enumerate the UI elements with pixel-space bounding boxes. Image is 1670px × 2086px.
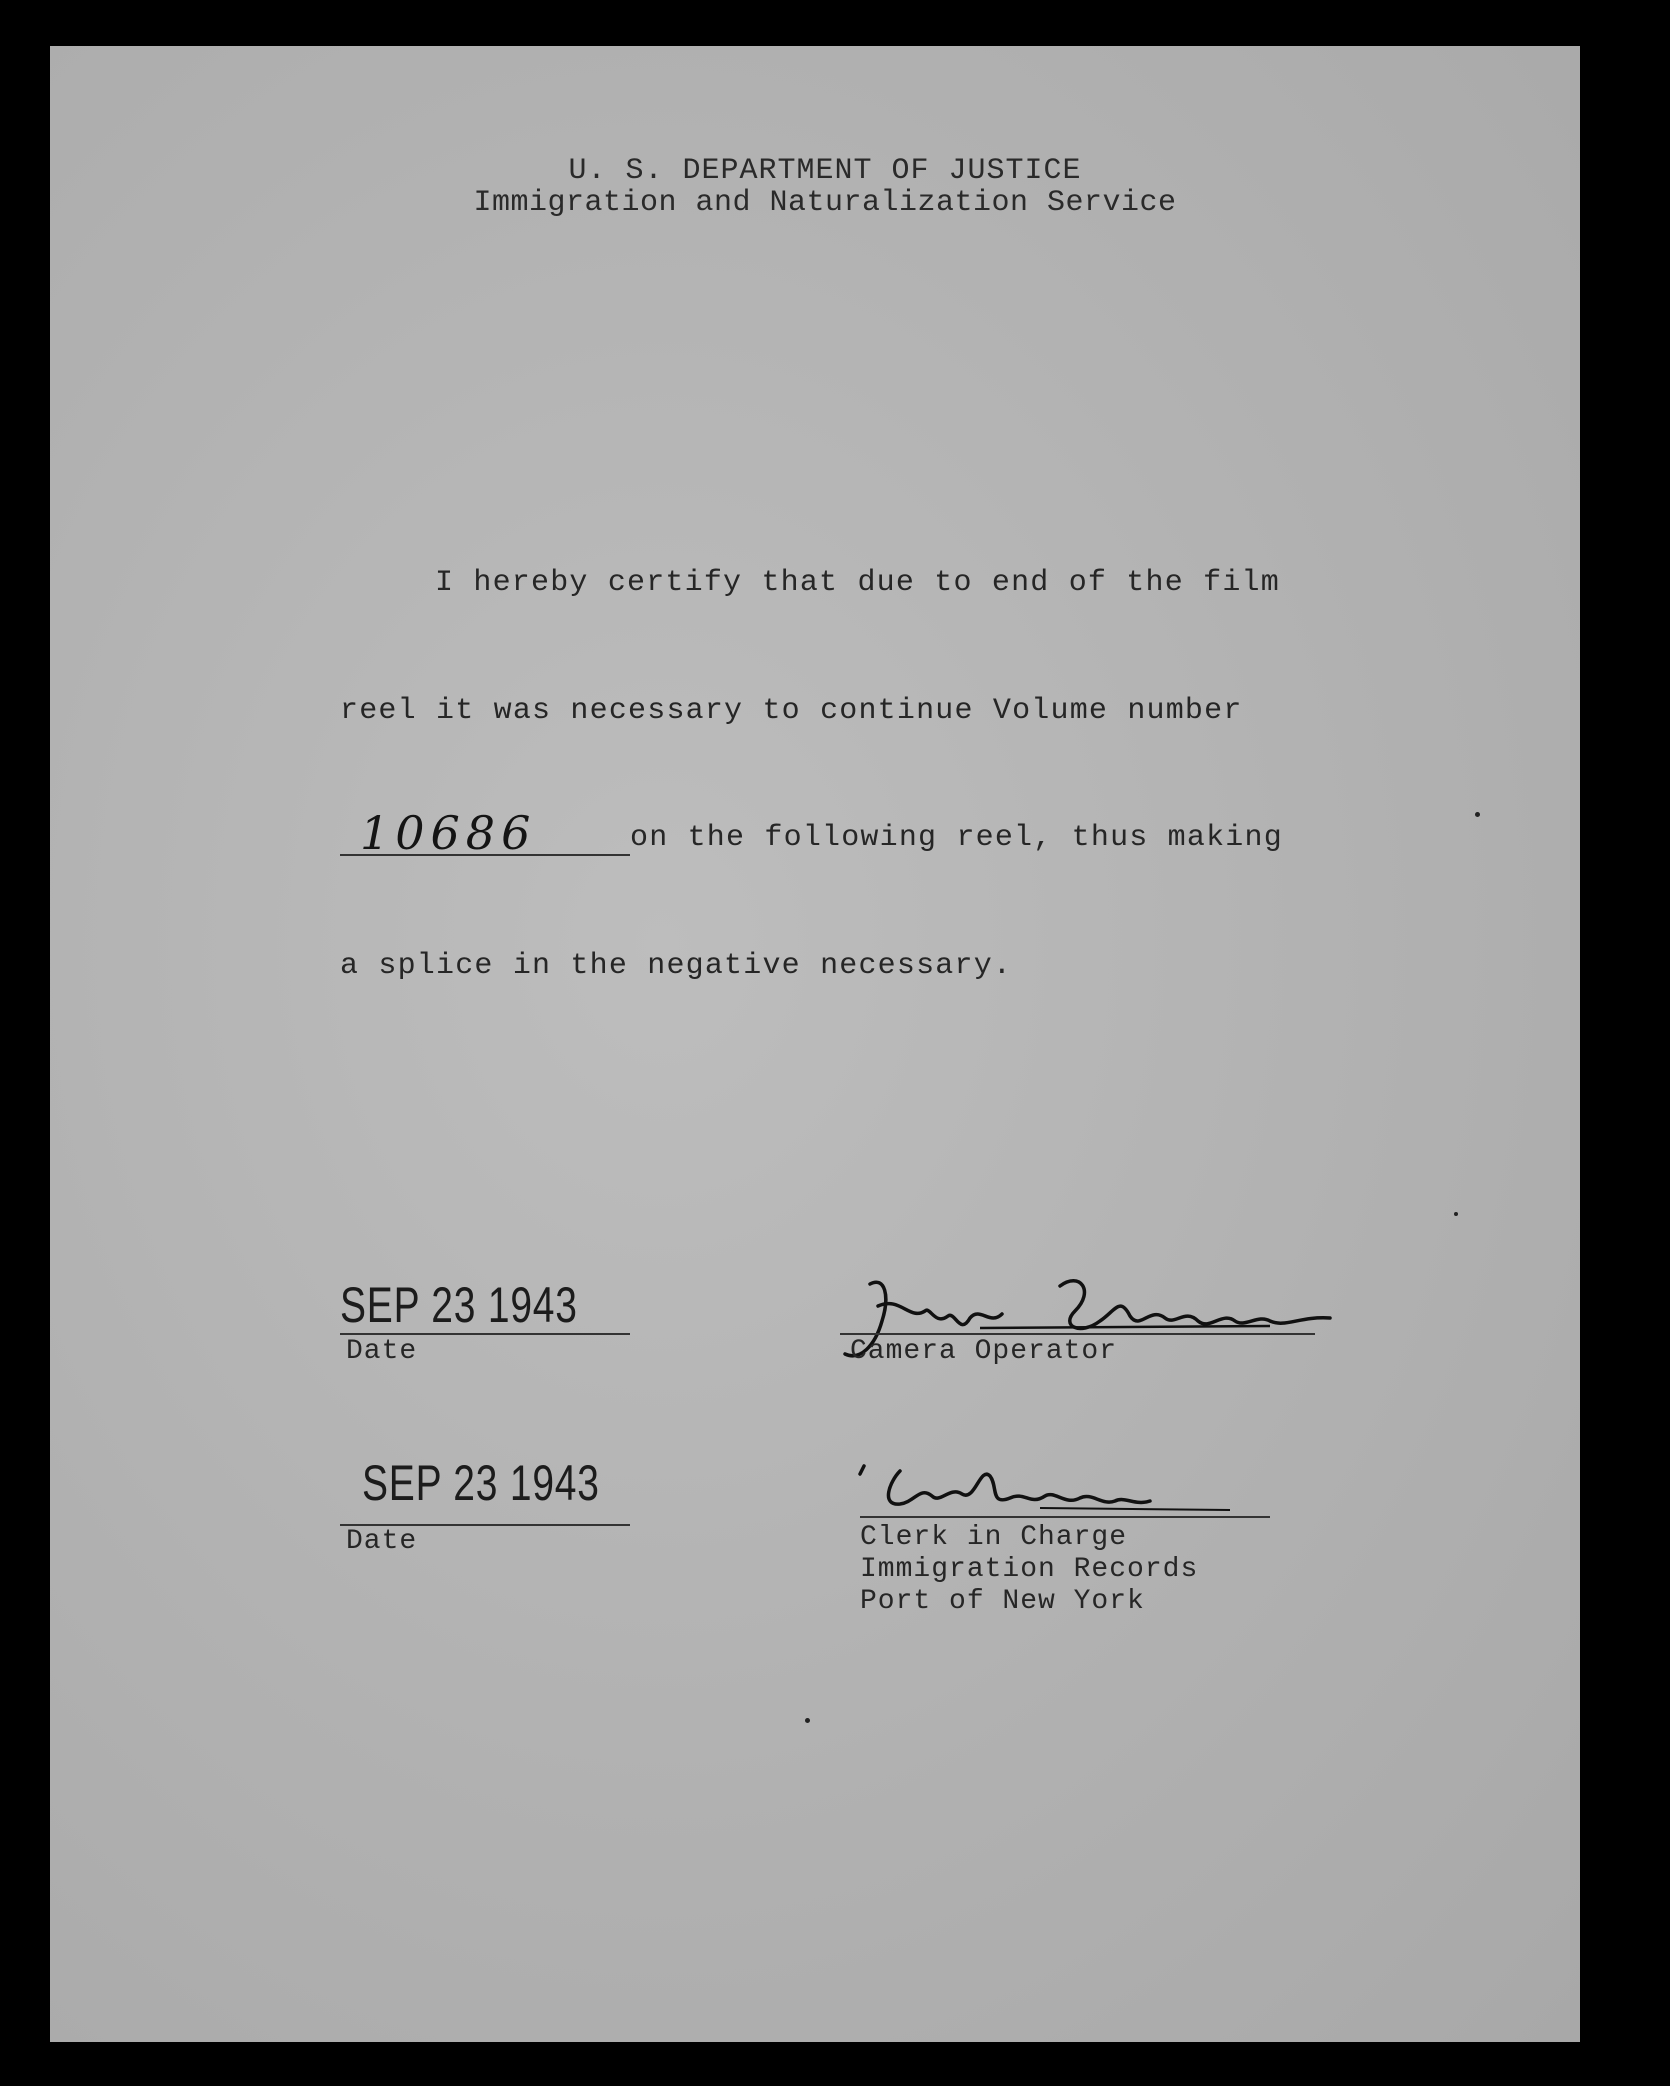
agency-subtitle: Immigration and Naturalization Service bbox=[473, 186, 1177, 220]
certificate-line-2: reel it was necessary to continue Volume number bbox=[340, 694, 1243, 728]
clerk-signature-line bbox=[860, 1516, 1270, 1518]
operator-date-line bbox=[340, 1333, 630, 1335]
clerk-signature bbox=[840, 1446, 1320, 1526]
operator-signature-line bbox=[840, 1333, 1315, 1335]
clerk-role-line-2: Immigration Records bbox=[860, 1554, 1199, 1585]
volume-underline bbox=[340, 854, 630, 856]
operator-date-stamp: SEP 23 1943 bbox=[340, 1277, 578, 1333]
film-speck bbox=[1475, 812, 1480, 817]
clerk-role-line-1: Clerk in Charge bbox=[860, 1522, 1128, 1553]
certificate-line-1: I hereby certify that due to end of the film bbox=[435, 566, 1280, 600]
agency-title: U. S. DEPARTMENT OF JUSTICE bbox=[568, 154, 1082, 188]
certificate-line-4: a splice in the negative necessary. bbox=[340, 949, 1013, 983]
document-sheet bbox=[50, 46, 1580, 2042]
film-speck bbox=[1454, 1212, 1458, 1216]
clerk-role-line-3: Port of New York bbox=[860, 1586, 1145, 1617]
clerk-date-stamp: SEP 23 1943 bbox=[362, 1455, 600, 1511]
film-speck bbox=[805, 1718, 810, 1723]
certificate-line-3: on the following reel, thus making bbox=[630, 821, 1283, 855]
volume-number: 10686 bbox=[360, 806, 537, 860]
operator-date-label: Date bbox=[346, 1336, 418, 1367]
operator-role-label: Camera Operator bbox=[850, 1336, 1118, 1367]
clerk-date-label: Date bbox=[346, 1526, 418, 1557]
